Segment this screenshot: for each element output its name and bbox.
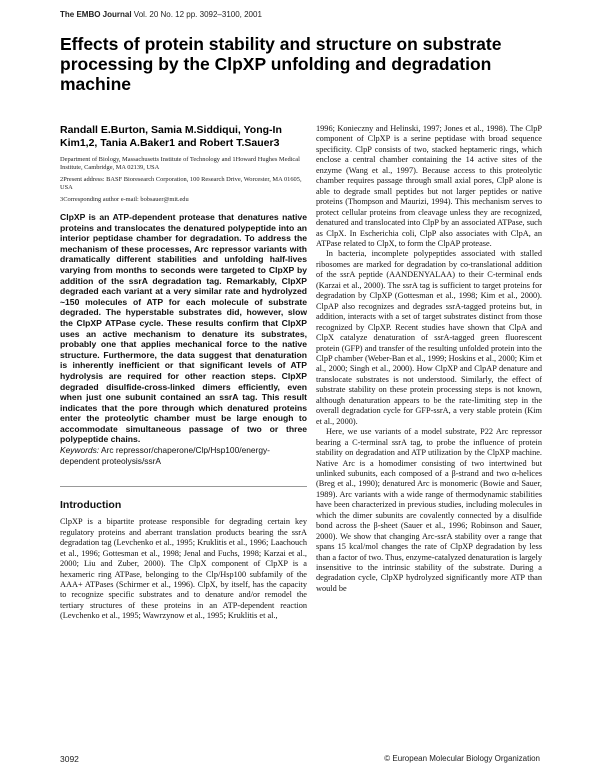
introduction-body [60,517,307,622]
affiliation-present-address: 2Present address: BASF Bioresearch Corporation, 100 Research Drive, Worcester, MA 01605, USA [60,176,302,191]
right-paragraph-1: 1996; Konieczny and Helinski, 1997; Jones et al., 1998). The ClpP component of ClpXP is a serine peptidase with broad sequence specificity. ClpP consists of two, stacked heptameric rings, which enclose a central chamber containing the 14 active sites of the enzyme (Wang et al., 1997). Because access to this proteolytic chamber requires passage through small axial pores, ClpP alone is able to degrade small peptides but not larger peptides or native proteins (Thompson and Maurizi, 1994). This mechanism serves to protect cellular proteins from cleavage unless they are recognized, denatured and translocated into ClpP by an associated ATPase, such as ClpX. In Escherichia coli, ClpP also associates with ClpA, an ATPase related to ClpX, to form the ClpAP protease. [316,124,542,248]
article-title: Effects of protein stability and structure on substrate processing by the ClpXP unfolding and degradation machine [60,34,502,94]
copyright: © European Molecular Biology Organization [384,754,540,763]
right-paragraph-2: In bacteria, incomplete polypeptides associated with stalled ribosomes are marked for degradation by co-translational addition of the ssrA peptide (AANDENYALAA) to their C-terminal ends (Karzai et al., 2000). The ssrA tag is sufficient to target proteins for degradation by ClpXP (Gottesman et al., 1998; Kim et al., 2000). ClpAP also recognizes and degrades ssrA-tagged proteins but, in addition, interacts with a set of target substrates distinct from those recognized by ClpXP. Recent studies have shown that ClpA and ClpX catalyze denaturation of ssrA-tagged green fluorescent protein (GFP) and transfer of the resulting unfolded protein into the ClpP chamber (Weber-Ban et al., 1999; Hoskins et al., 2000; Kim et al., 2000; Singh et al., 2000). How ClpXP and ClpAP denature and translocate substrates is not understood. Similarly, the effect of substrate stability on these protein processing steps is not known, although denaturation appears to be the rate-limiting step in the overall degradation cycle for GFP-ssrA, a very stable protein (Kim et al., 2000). [316,249,542,426]
right-column [316,124,542,594]
introduction-paragraph: ClpXP is a bipartite protease responsible for degrading certain key regulatory proteins and aberrant translation products bearing the ssrA degradation tag (Levchenko et al., 1995; Kruklitis et al., 1996; Laachouch et al., 1996; Gottesman et al., 1998; Jenal and Fuchs, 1998; Karzai et al., 2000; Liu and Zuber, 2000). The ClpX component of ClpXP is a hexameric ring ATPase, belonging to the Clp/Hsp100 subfamily of the AAA+ ATPases (Schirmer et al., 1996). ClpX, by itself, has the capacity to recognize specific substrates and to denature and/or remodel the tertiary structures of these proteins in an ATP-dependent reaction (Levchenko et al., 1995; Wawrzynow et al., 1995; Kruklitis et al., [60,517,307,621]
affiliation-primary: Department of Biology, Massachusetts Institute of Technology and 1Howard Hughes Medical Institute, Cambridge, MA 02139, USA [60,156,300,171]
affiliations [60,156,307,204]
right-paragraph-3: Here, we use variants of a model substrate, P22 Arc repressor bearing a C-terminal ssrA tag, to probe the influence of protein stability on degradation and ATP utilization by the ClpXP machine. Native Arc is a homodimer consisting of two intertwined but unlinked subunits, each composed of a β-strand and two α-helices (Breg et al., 1990); denatured Arc is monomeric (Bowie and Sauer, 1989). Arc variants with a wide range of thermodynamic stabilities have been characterized in previous studies, including molecules in which the dimer subunits are covalently connected by a disulfide bond across the β-sheet (Sauer et al., 1996; Robinson and Sauer, 2000). We show that changing Arc-ssrA stability over a range that spans 15 kcal/mol changes the rate of ClpXP degradation by less than a factor of two. Thus, enzyme-catalyzed denaturation is largely insensitive to the intrinsic stability of the substrate. During a degradation cycle, ClpXP hydrolyzed significantly more ATP than would be [316,427,542,593]
keywords [60,445,307,466]
keywords-label: Keywords: [60,445,100,456]
abstract: ClpXP is an ATP-dependent protease that denatures native proteins and translocates the denatured polypeptide into an interior peptidase chamber for degradation. To address the mechanism of these processes, Arc repressor variants with dramatically different stabilities and unfolding half-lives varying from months to seconds were targeted to ClpXP by addition of the ssrA degradation tag. Remarkably, ClpXP degraded each variant at a very similar rate and hydrolyzed ~150 molecules of ATP for each molecule of substrate degraded. The hyperstable substrates did, however, slow the ClpXP ATPase cycle. These results confirm that ClpXP uses an active mechanism to denature its substrates, probably one that applies mechanical force to the native structure. Furthermore, the data suggest that denaturation is inherently inefficient or that significant levels of ATP hydrolysis are required for other reaction steps. ClpXP degraded disulfide-cross-linked dimers efficiently, even when just one subunit contained an ssrA tag. This result indicates that the pore through which denatured proteins enter the proteolytic chamber must be large enough to accommodate simultaneous passage of two or three polypeptide chains. [60,212,307,445]
section-divider [60,486,307,487]
corresponding-author: 3Corresponding author e-mail: bobsauer@mit.edu [60,196,189,203]
keywords-text: Arc repressor/chaperone/Clp/Hsp100/energy-dependent proteolysis/ssrA [60,445,270,466]
journal-citation: Vol. 20 No. 12 pp. 3092–3100, 2001 [133,10,262,19]
journal-header [60,10,262,19]
journal-name: The EMBO Journal [60,10,132,19]
author-list: Randall E.Burton, Samia M.Siddiqui, Yong-In Kim1,2, Tania A.Baker1 and Robert T.Sauer3 [60,124,282,149]
left-column [60,124,307,622]
page-number: 3092 [60,754,79,764]
introduction-heading: Introduction [60,499,122,512]
